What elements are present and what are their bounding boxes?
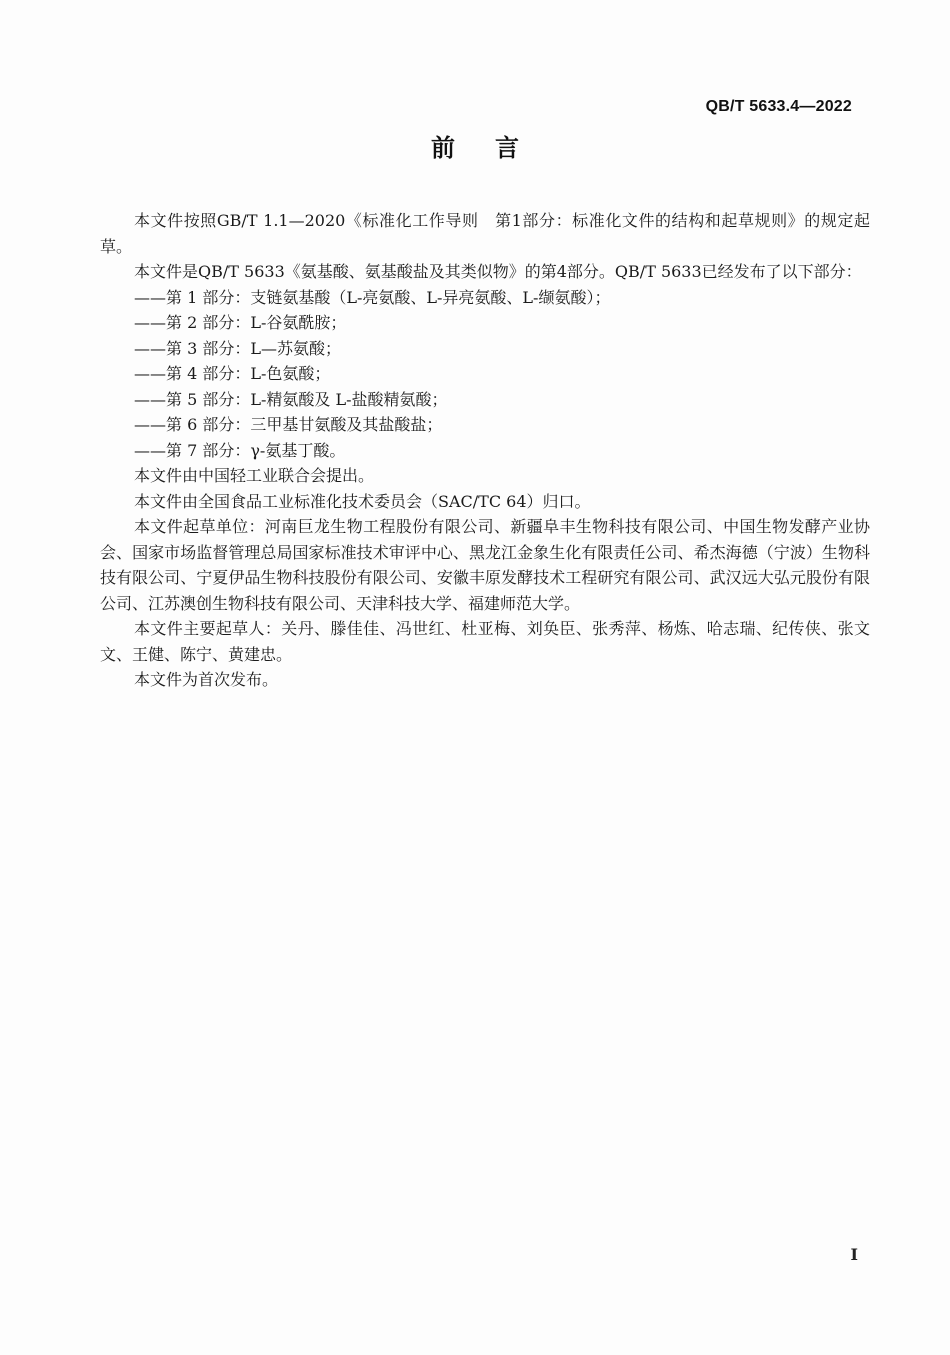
list-item-part: ——第 1 部分：支链氨基酸（L-亮氨酸、L-异亮氨酸、L-缬氨酸）； [134, 287, 611, 307]
page-title: 前言 [431, 134, 559, 162]
list-item-part: ——第 3 部分：L—苏氨酸； [134, 338, 341, 358]
list-item-part: ——第 7 部分：γ-氨基丁酸。 [134, 440, 346, 460]
list-item-part: ——第 5 部分：L-精氨酸及 L-盐酸精氨酸； [134, 389, 448, 409]
paragraph-proposer: 本文件由中国轻工业联合会提出。 [134, 466, 375, 485]
paragraph-first-release: 本文件为首次发布。 [134, 670, 279, 689]
foreword-body [100, 208, 870, 693]
paragraph-drafting-units: 本文件起草单位：河南巨龙生物工程股份有限公司、新疆阜丰生物科技有限公司、中国生物发酵产业协会、国家市场监督管理总局国家标准技术审评中心、黑龙江金象生化有限责任公司、希杰海德（宁波）生物科技有限公司、宁夏伊品生物科技股份有限公司、安徽丰原发酵技术工程研究有限公司、武汉远大弘元股份有限公司、江苏澳创生物科技有限公司、天津科技大学、福建师范大学。 [100, 517, 870, 613]
paragraph-drafting-rules: 本文件按照GB/T 1.1—2020《标准化工作导则 第1部分：标准化文件的结构和起草规则》的规定起草。 [100, 211, 870, 256]
page-number: I [850, 1245, 858, 1264]
list-item-part: ——第 6 部分：三甲基甘氨酸及其盐酸盐； [134, 415, 443, 434]
list-item-part: ——第 4 部分：L-色氨酸； [134, 364, 331, 383]
paragraph-series-info: 本文件是QB/T 5633《氨基酸、氨基酸盐及其类似物》的第4部分。QB/T 5633已经发布了以下部分： [134, 262, 862, 281]
standard-number: QB/T 5633.4—2022 [705, 98, 852, 115]
paragraph-drafters: 本文件主要起草人：关丹、滕佳佳、冯世红、杜亚梅、刘奂臣、张秀萍、杨炼、哈志瑞、纪传侠、张文文、王健、陈宁、黄建忠。 [100, 619, 870, 664]
list-item-part: ——第 2 部分：L-谷氨酰胺； [134, 313, 347, 332]
paragraph-committee: 本文件由全国食品工业标准化技术委员会（SAC/TC 64）归口。 [134, 491, 591, 511]
